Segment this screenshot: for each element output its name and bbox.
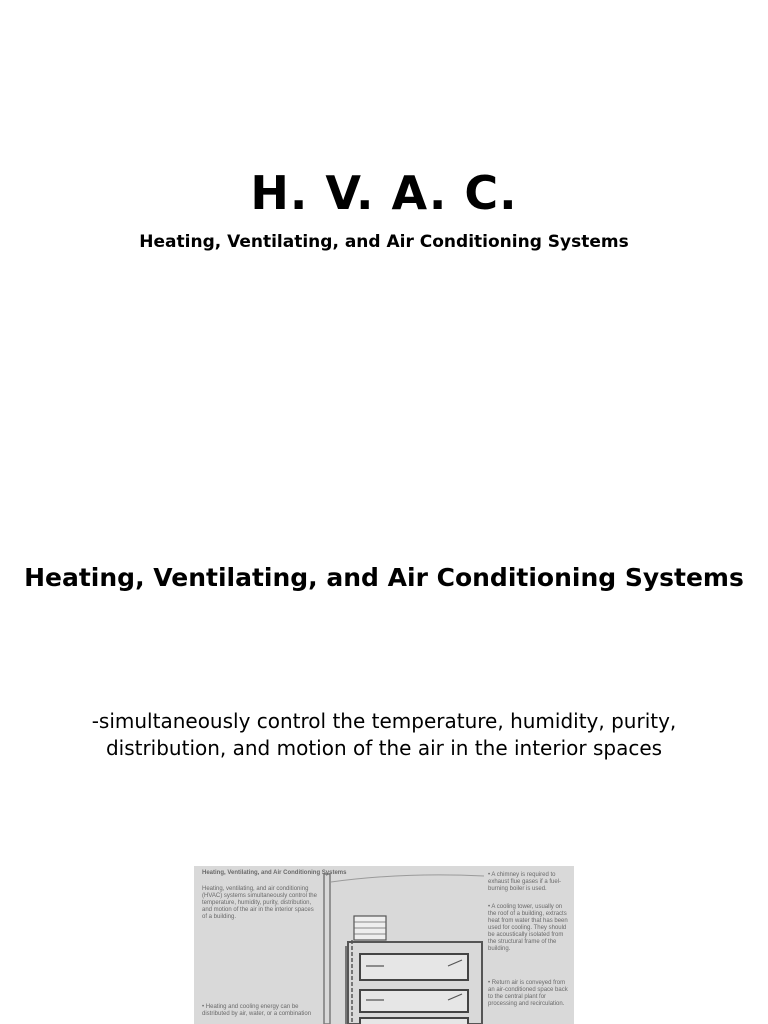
section-body: -simultaneously control the temperature, humidity, purity, distribution, and motion of the air in the interior spaces bbox=[91, 709, 677, 760]
chimney bbox=[324, 874, 330, 1024]
slide-title: H. V. A. C. bbox=[250, 166, 518, 220]
roof-air-path bbox=[331, 875, 484, 882]
figure-note-return-air: • Return air is conveyed from an air-conditioned space back to the central plant for processing and recirculation. bbox=[488, 980, 568, 1007]
duct-floor-3 bbox=[360, 1018, 468, 1024]
figure-note-left: • Heating and cooling energy can be distributed by air, water, or a combination bbox=[202, 1004, 312, 1017]
figure-heading: Heating, Ventilating, and Air Conditioning Systems bbox=[202, 870, 347, 876]
figure-note-chimney: • A chimney is required to exhaust flue gases if a fuel-burning boiler is used. bbox=[488, 872, 562, 892]
figure-description: Heating, ventilating, and air conditioning (HVAC) systems simultaneously control the temperature, humidity, purity, distribution, and motion of the air in the interior spaces of a building. bbox=[202, 886, 317, 920]
figure-note-cooling-tower: • A cooling tower, usually on the roof of a building, extracts heat from water that has been used for cooling. They should be acoustically isolated from the structural frame of the building. bbox=[488, 904, 568, 952]
hvac-diagram-figure bbox=[194, 866, 574, 1024]
duct-floor-2 bbox=[360, 990, 468, 1012]
slide-subtitle: Heating, Ventilating, and Air Conditioning Systems bbox=[139, 232, 629, 252]
duct-floor-1 bbox=[360, 954, 468, 980]
section-heading: Heating, Ventilating, and Air Conditioning Systems bbox=[24, 563, 744, 592]
